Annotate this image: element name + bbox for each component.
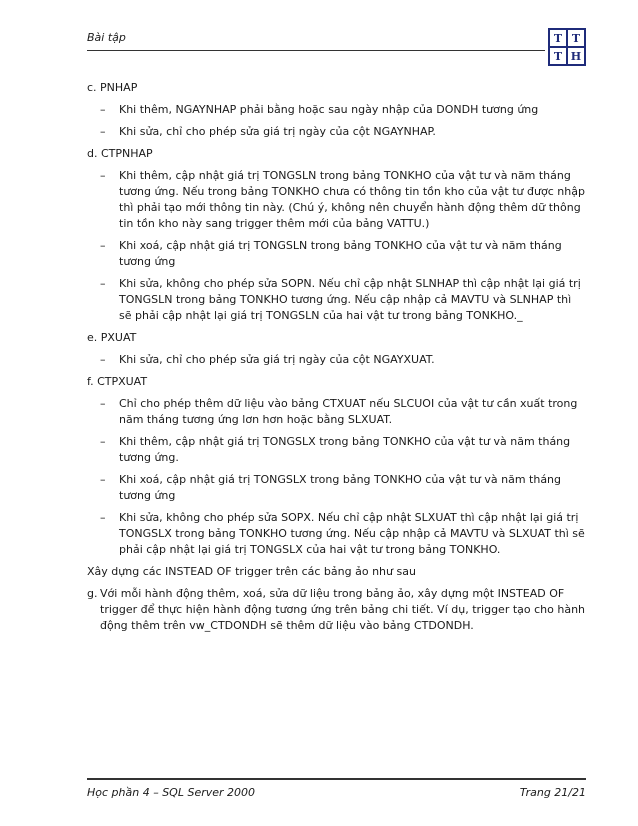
section-f-heading: f. CTPXUAT (87, 375, 148, 388)
dash-bullet: – (100, 353, 106, 366)
list-item (87, 472, 587, 504)
list-item-text: Khi thêm, cập nhật giá trị TONGSLX trong bảng TONKHO của vật tư và năm tháng tương ứng. (119, 435, 571, 464)
dash-bullet: – (100, 435, 106, 448)
dash-bullet: – (100, 277, 106, 290)
section-d-heading: d. CTPNHAP (87, 147, 153, 160)
list-item (87, 124, 587, 140)
list-item (87, 102, 587, 118)
list-item (87, 238, 587, 270)
section-e-heading: e. PXUAT (87, 331, 137, 344)
list-item-text: Khi sửa, không cho phép sửa SOPX. Nếu chỉ cập nhật SLXUAT thì cập nhật lại giá trị TONGSLX trong bảng TONKHO tương ứng. Nếu cập nhập cả MAVTU và SLXUAT thì sẽ phải cập nhật lại giá trị TONGSLX của hai vật tư trong bảng TONKHO. (119, 511, 585, 556)
dash-bullet: – (100, 103, 106, 116)
list-item (87, 510, 587, 558)
list-item (87, 276, 587, 324)
instead-of-heading: Xây dựng các INSTEAD OF trigger trên các bảng ảo như sau (87, 565, 416, 578)
dash-bullet: – (100, 239, 106, 252)
logo-letter: H (568, 48, 584, 64)
list-item-text: Khi sửa, chỉ cho phép sửa giá trị ngày của cột NGAYXUAT. (119, 353, 435, 366)
page-header-title: Bài tập (87, 31, 126, 44)
header-rule (87, 50, 545, 51)
list-item (87, 168, 587, 232)
list-item-text: Chỉ cho phép thêm dữ liệu vào bảng CTXUAT nếu SLCUOI của vật tư cần xuất trong năm tháng tương ứng lơn hơn hoặc bằng SLXUAT. (119, 397, 578, 426)
footer-course: Học phần 4 – SQL Server 2000 (87, 786, 256, 799)
footer-rule (87, 778, 586, 780)
list-item-text: Khi sửa, chỉ cho phép sửa giá trị ngày của cột NGAYNHAP. (119, 125, 436, 138)
logo-letter: T (550, 48, 566, 64)
dash-bullet: – (100, 397, 106, 410)
list-item-text: Khi thêm, cập nhật giá trị TONGSLN trong bảng TONKHO của vật tư và năm tháng tương ứng. Nếu trong bảng TONKHO chưa có thông tin tồn kho của vật tư được nhập thì phải tạo mới thông tin này. (Chú ý, không nên chuyển hành động thêm dữ thông tin tồn kho này sang trigger thêm mới của bảng VATTU.) (119, 169, 585, 230)
section-g (87, 586, 587, 634)
list-item (87, 352, 587, 368)
dash-bullet: – (100, 169, 106, 182)
logo-letter: T (550, 30, 566, 46)
tth-logo (548, 28, 586, 66)
dash-bullet: – (100, 511, 106, 524)
list-item-text: Khi xoá, cập nhật giá trị TONGSLN trong bảng TONKHO của vật tư và năm tháng tương ứng (119, 239, 562, 268)
section-g-text: Với mỗi hành động thêm, xoá, sửa dữ liệu trong bảng ảo, xây dựng một INSTEAD OF trigger để thực hiện hành động tương ứng trên bảng chi tiết. Ví dụ, trigger tạo cho hành động thêm trên vw_CTDONDH sẽ thêm dữ liệu vào bảng CTDONDH. (100, 587, 586, 632)
list-item-text: Khi thêm, NGAYNHAP phải bằng hoặc sau ngày nhập của DONDH tương ứng (119, 103, 539, 116)
footer-page-number: Trang 21/21 (519, 786, 586, 799)
document-body (87, 80, 587, 640)
section-c-heading: c. PNHAP (87, 81, 138, 94)
list-item-text: Khi xoá, cập nhật giá trị TONGSLX trong bảng TONKHO của vật tư và năm tháng tương ứng (119, 473, 562, 502)
list-item (87, 396, 587, 428)
dash-bullet: – (100, 473, 106, 486)
dash-bullet: – (100, 125, 106, 138)
list-item (87, 434, 587, 466)
section-g-label: g. (87, 587, 98, 600)
logo-letter: T (568, 30, 584, 46)
list-item-text: Khi sửa, không cho phép sửa SOPN. Nếu chỉ cập nhật SLNHAP thì cập nhật lại giá trị TONGSLN trong bảng TONKHO tương ứng. Nếu cập nhập cả MAVTU và SLNHAP thì sẽ phải cập nhật lại giá trị TONGSLN của hai vật tư trong bảng TONKHO._ (119, 277, 581, 322)
